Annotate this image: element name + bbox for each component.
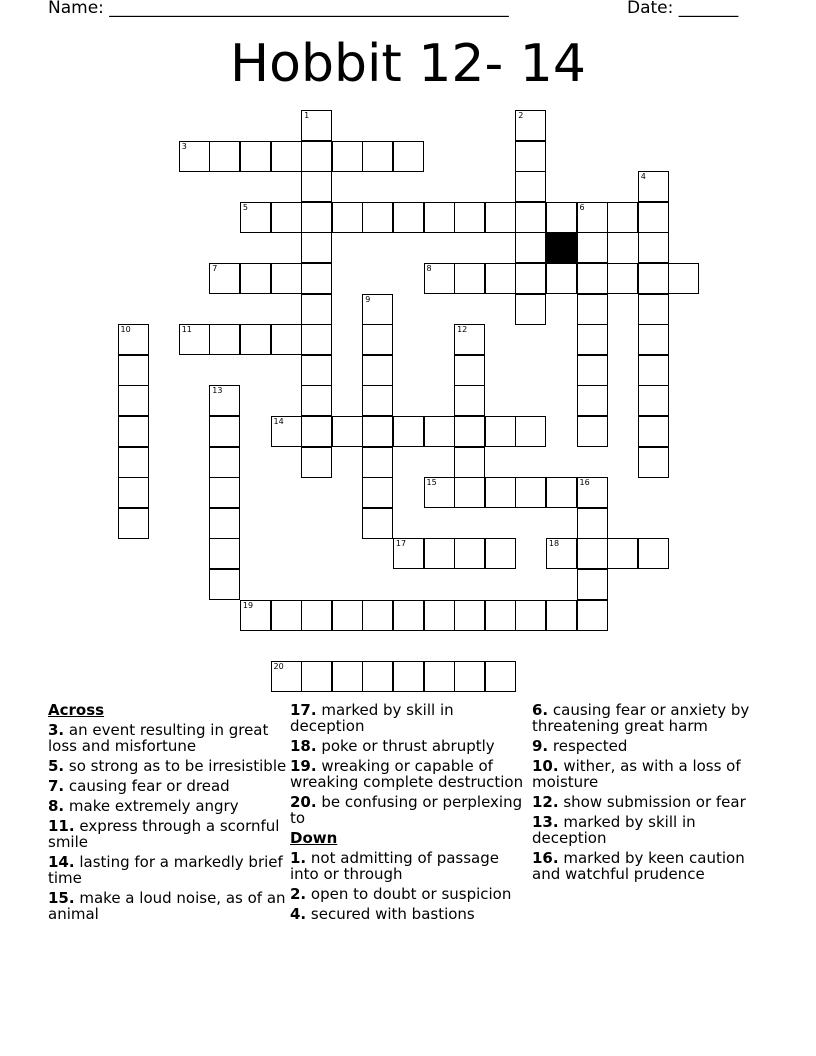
grid-cell[interactable] <box>362 324 393 355</box>
grid-cell[interactable] <box>638 538 669 569</box>
grid-cell[interactable] <box>118 324 149 355</box>
grid-cell[interactable] <box>454 447 485 478</box>
grid-cell[interactable] <box>362 661 393 692</box>
grid-cell[interactable] <box>179 324 210 355</box>
grid-cell[interactable] <box>515 171 546 202</box>
clue-number: 8 <box>426 264 432 273</box>
grid-cell[interactable] <box>454 324 485 355</box>
grid-cell[interactable] <box>271 141 302 172</box>
grid-cell[interactable] <box>118 447 149 478</box>
down-clue-16: 16. marked by keen caution and watchful prudence <box>532 849 745 883</box>
grid-cell[interactable] <box>638 324 669 355</box>
grid-cell[interactable] <box>515 141 546 172</box>
grid-cell[interactable] <box>485 600 516 631</box>
down-clue-1: 1. not admitting of passage into or through <box>290 849 499 883</box>
across-clue-5: 5. so strong as to be irresistible <box>48 757 287 775</box>
grid-cell[interactable] <box>515 477 546 508</box>
clue-number: 13 <box>212 386 223 396</box>
grid-cell[interactable] <box>209 324 240 355</box>
across-clue-11: 11. express through a scornful smile <box>48 817 280 851</box>
grid-cell[interactable] <box>240 141 271 172</box>
grid-cell[interactable] <box>577 232 608 263</box>
blocked-cell <box>546 232 577 263</box>
grid-cell[interactable] <box>301 324 332 355</box>
grid-cell[interactable] <box>577 416 608 447</box>
grid-cell[interactable] <box>118 416 149 447</box>
grid-cell[interactable] <box>454 385 485 416</box>
clues-column-3 <box>532 702 772 886</box>
grid-cell[interactable] <box>301 171 332 202</box>
grid-cell[interactable] <box>454 661 485 692</box>
across-clue-17: 17. marked by skill in deception <box>290 701 454 735</box>
grid-cell[interactable] <box>454 538 485 569</box>
grid-cell[interactable] <box>332 202 363 233</box>
grid-cell[interactable] <box>577 508 608 539</box>
grid-cell[interactable] <box>546 600 577 631</box>
grid-cell[interactable] <box>271 324 302 355</box>
clue-number: 2 <box>518 111 524 120</box>
grid-cell[interactable] <box>515 232 546 263</box>
grid-cell[interactable] <box>301 110 332 141</box>
clue-number: 15 <box>426 478 437 488</box>
grid-cell[interactable] <box>240 324 271 355</box>
grid-cell[interactable] <box>577 324 608 355</box>
grid-cell[interactable] <box>607 202 638 233</box>
clue-number: 5 <box>242 202 248 212</box>
clue-number: 12 <box>457 325 468 335</box>
grid-cell[interactable] <box>362 385 393 416</box>
grid-cell[interactable] <box>362 477 393 508</box>
grid-cell[interactable] <box>209 569 240 600</box>
grid-cell[interactable] <box>301 600 332 631</box>
grid-cell[interactable] <box>638 355 669 386</box>
clue-number: 1 <box>304 111 310 120</box>
across-clue-15: 15. make a loud noise, as of an animal <box>48 889 286 923</box>
grid-cell[interactable] <box>271 263 302 294</box>
grid-cell[interactable] <box>362 294 393 325</box>
grid-cell[interactable] <box>577 202 608 233</box>
grid-cell[interactable] <box>301 232 332 263</box>
grid-cell[interactable] <box>393 600 424 631</box>
name-field-label: Name: _______________________________________________ <box>48 0 509 18</box>
grid-cell[interactable] <box>424 661 455 692</box>
across-clue-8: 8. make extremely angry <box>48 797 239 815</box>
grid-cell[interactable] <box>638 232 669 263</box>
grid-cell[interactable] <box>515 263 546 294</box>
grid-cell[interactable] <box>454 355 485 386</box>
grid-cell[interactable] <box>362 141 393 172</box>
grid-cell[interactable] <box>301 141 332 172</box>
grid-cell[interactable] <box>638 171 669 202</box>
across-clue-14: 14. lasting for a markedly brief time <box>48 853 283 887</box>
grid-cell[interactable] <box>638 202 669 233</box>
grid-cell[interactable] <box>301 263 332 294</box>
grid-cell[interactable] <box>546 202 577 233</box>
grid-cell[interactable] <box>271 202 302 233</box>
grid-cell[interactable] <box>393 416 424 447</box>
grid-cell[interactable] <box>515 110 546 141</box>
grid-cell[interactable] <box>362 447 393 478</box>
grid-cell[interactable] <box>240 202 271 233</box>
grid-cell[interactable] <box>638 447 669 478</box>
grid-cell[interactable] <box>485 477 516 508</box>
grid-cell[interactable] <box>301 202 332 233</box>
across-clue-3: 3. an event resulting in great loss and misfortune <box>48 721 269 755</box>
grid-cell[interactable] <box>577 385 608 416</box>
clue-number: 18 <box>548 539 560 549</box>
grid-cell[interactable] <box>118 355 149 386</box>
grid-cell[interactable] <box>515 294 546 325</box>
grid-cell[interactable] <box>577 477 608 508</box>
grid-cell[interactable] <box>393 538 424 569</box>
grid-cell[interactable] <box>393 661 424 692</box>
grid-cell[interactable] <box>118 477 149 508</box>
clues-column-1 <box>48 702 288 926</box>
grid-cell[interactable] <box>301 416 332 447</box>
grid-cell[interactable] <box>332 661 363 692</box>
grid-cell[interactable] <box>424 202 455 233</box>
down-clue-12: 12. show submission or fear <box>532 793 746 811</box>
grid-cell[interactable] <box>638 416 669 447</box>
grid-cell[interactable] <box>209 508 240 539</box>
grid-cell[interactable] <box>301 661 332 692</box>
grid-cell[interactable] <box>546 477 577 508</box>
clue-number: 14 <box>273 417 284 426</box>
down-clue-13: 13. marked by skill in deception <box>532 813 696 847</box>
grid-cell[interactable] <box>485 416 516 447</box>
grid-cell[interactable] <box>118 385 149 416</box>
down-clue-10: 10. wither, as with a loss of moisture <box>532 757 741 791</box>
grid-cell[interactable] <box>118 508 149 539</box>
across-clue-18: 18. poke or thrust abruptly <box>290 737 495 755</box>
across-clue-20: 20. be confusing or perplexing to <box>290 793 523 827</box>
grid-cell[interactable] <box>638 294 669 325</box>
grid-cell[interactable] <box>362 600 393 631</box>
date-field-label: Date: _______ <box>627 0 739 18</box>
grid-cell[interactable] <box>577 294 608 325</box>
grid-cell[interactable] <box>209 263 240 294</box>
grid-cell[interactable] <box>638 385 669 416</box>
grid-cell[interactable] <box>332 600 363 631</box>
grid-cell[interactable] <box>424 600 455 631</box>
grid-cell[interactable] <box>271 600 302 631</box>
grid-cell[interactable] <box>301 355 332 386</box>
grid-cell[interactable] <box>668 263 699 294</box>
grid-cell[interactable] <box>362 355 393 386</box>
grid-cell[interactable] <box>577 538 608 569</box>
grid-cell[interactable] <box>454 263 485 294</box>
grid-cell[interactable] <box>362 202 393 233</box>
grid-cell[interactable] <box>332 416 363 447</box>
grid-cell[interactable] <box>577 263 608 294</box>
down-clue-4: 4. secured with bastions <box>290 905 475 923</box>
clue-number: 4 <box>640 172 646 182</box>
clue-number: 16 <box>579 478 590 488</box>
grid-cell[interactable] <box>393 202 424 233</box>
across-heading: Across <box>48 701 105 719</box>
grid-cell[interactable] <box>485 263 516 294</box>
grid-cell[interactable] <box>515 202 546 233</box>
grid-cell[interactable] <box>301 447 332 478</box>
across-clue-7: 7. causing fear or dread <box>48 777 230 795</box>
grid-cell[interactable] <box>485 661 516 692</box>
grid-cell[interactable] <box>454 202 485 233</box>
down-clue-6: 6. causing fear or anxiety by threatening great harm <box>532 701 750 735</box>
grid-cell[interactable] <box>515 600 546 631</box>
puzzle-title: Hobbit 12- 14 <box>230 34 586 94</box>
down-clue-2: 2. open to doubt or suspicion <box>290 885 512 903</box>
down-clue-9: 9. respected <box>532 737 628 755</box>
grid-cell[interactable] <box>179 141 210 172</box>
grid-cell[interactable] <box>209 416 240 447</box>
grid-cell[interactable] <box>424 538 455 569</box>
grid-cell[interactable] <box>638 263 669 294</box>
grid-cell[interactable] <box>362 508 393 539</box>
grid-cell[interactable] <box>546 263 577 294</box>
grid-cell[interactable] <box>424 416 455 447</box>
down-heading: Down <box>290 829 338 847</box>
grid-cell[interactable] <box>209 141 240 172</box>
clue-number: 17 <box>395 539 407 549</box>
grid-cell[interactable] <box>271 661 302 692</box>
clue-number: 9 <box>365 294 371 304</box>
grid-cell[interactable] <box>485 538 516 569</box>
grid-cell[interactable] <box>362 416 393 447</box>
clue-number: 7 <box>212 264 218 273</box>
grid-cell[interactable] <box>454 477 485 508</box>
grid-cell[interactable] <box>393 141 424 172</box>
grid-cell[interactable] <box>209 447 240 478</box>
grid-cell[interactable] <box>577 600 608 631</box>
grid-cell[interactable] <box>209 477 240 508</box>
grid-cell[interactable] <box>332 141 363 172</box>
grid-cell[interactable] <box>546 538 577 569</box>
clue-number: 3 <box>181 141 187 151</box>
grid-cell[interactable] <box>301 294 332 325</box>
clue-number: 11 <box>181 325 192 335</box>
grid-cell[interactable] <box>454 416 485 447</box>
grid-cell[interactable] <box>271 416 302 447</box>
clue-number: 20 <box>273 661 284 671</box>
clue-number: 6 <box>579 202 585 212</box>
grid-cell[interactable] <box>301 385 332 416</box>
grid-cell[interactable] <box>607 538 638 569</box>
grid-cell[interactable] <box>424 263 455 294</box>
grid-cell[interactable] <box>424 477 455 508</box>
grid-cell[interactable] <box>485 202 516 233</box>
grid-cell[interactable] <box>515 416 546 447</box>
across-clue-19: 19. wreaking or capable of wreaking complete destruction <box>290 757 524 791</box>
grid-cell[interactable] <box>577 569 608 600</box>
grid-cell[interactable] <box>240 263 271 294</box>
grid-cell[interactable] <box>577 355 608 386</box>
clue-number: 10 <box>120 325 131 335</box>
grid-cell[interactable] <box>454 600 485 631</box>
clue-number: 19 <box>242 600 254 610</box>
grid-cell[interactable] <box>209 538 240 569</box>
grid-cell[interactable] <box>607 263 638 294</box>
clues-column-2 <box>290 702 530 926</box>
grid-cell[interactable] <box>240 600 271 631</box>
grid-cell[interactable] <box>209 385 240 416</box>
